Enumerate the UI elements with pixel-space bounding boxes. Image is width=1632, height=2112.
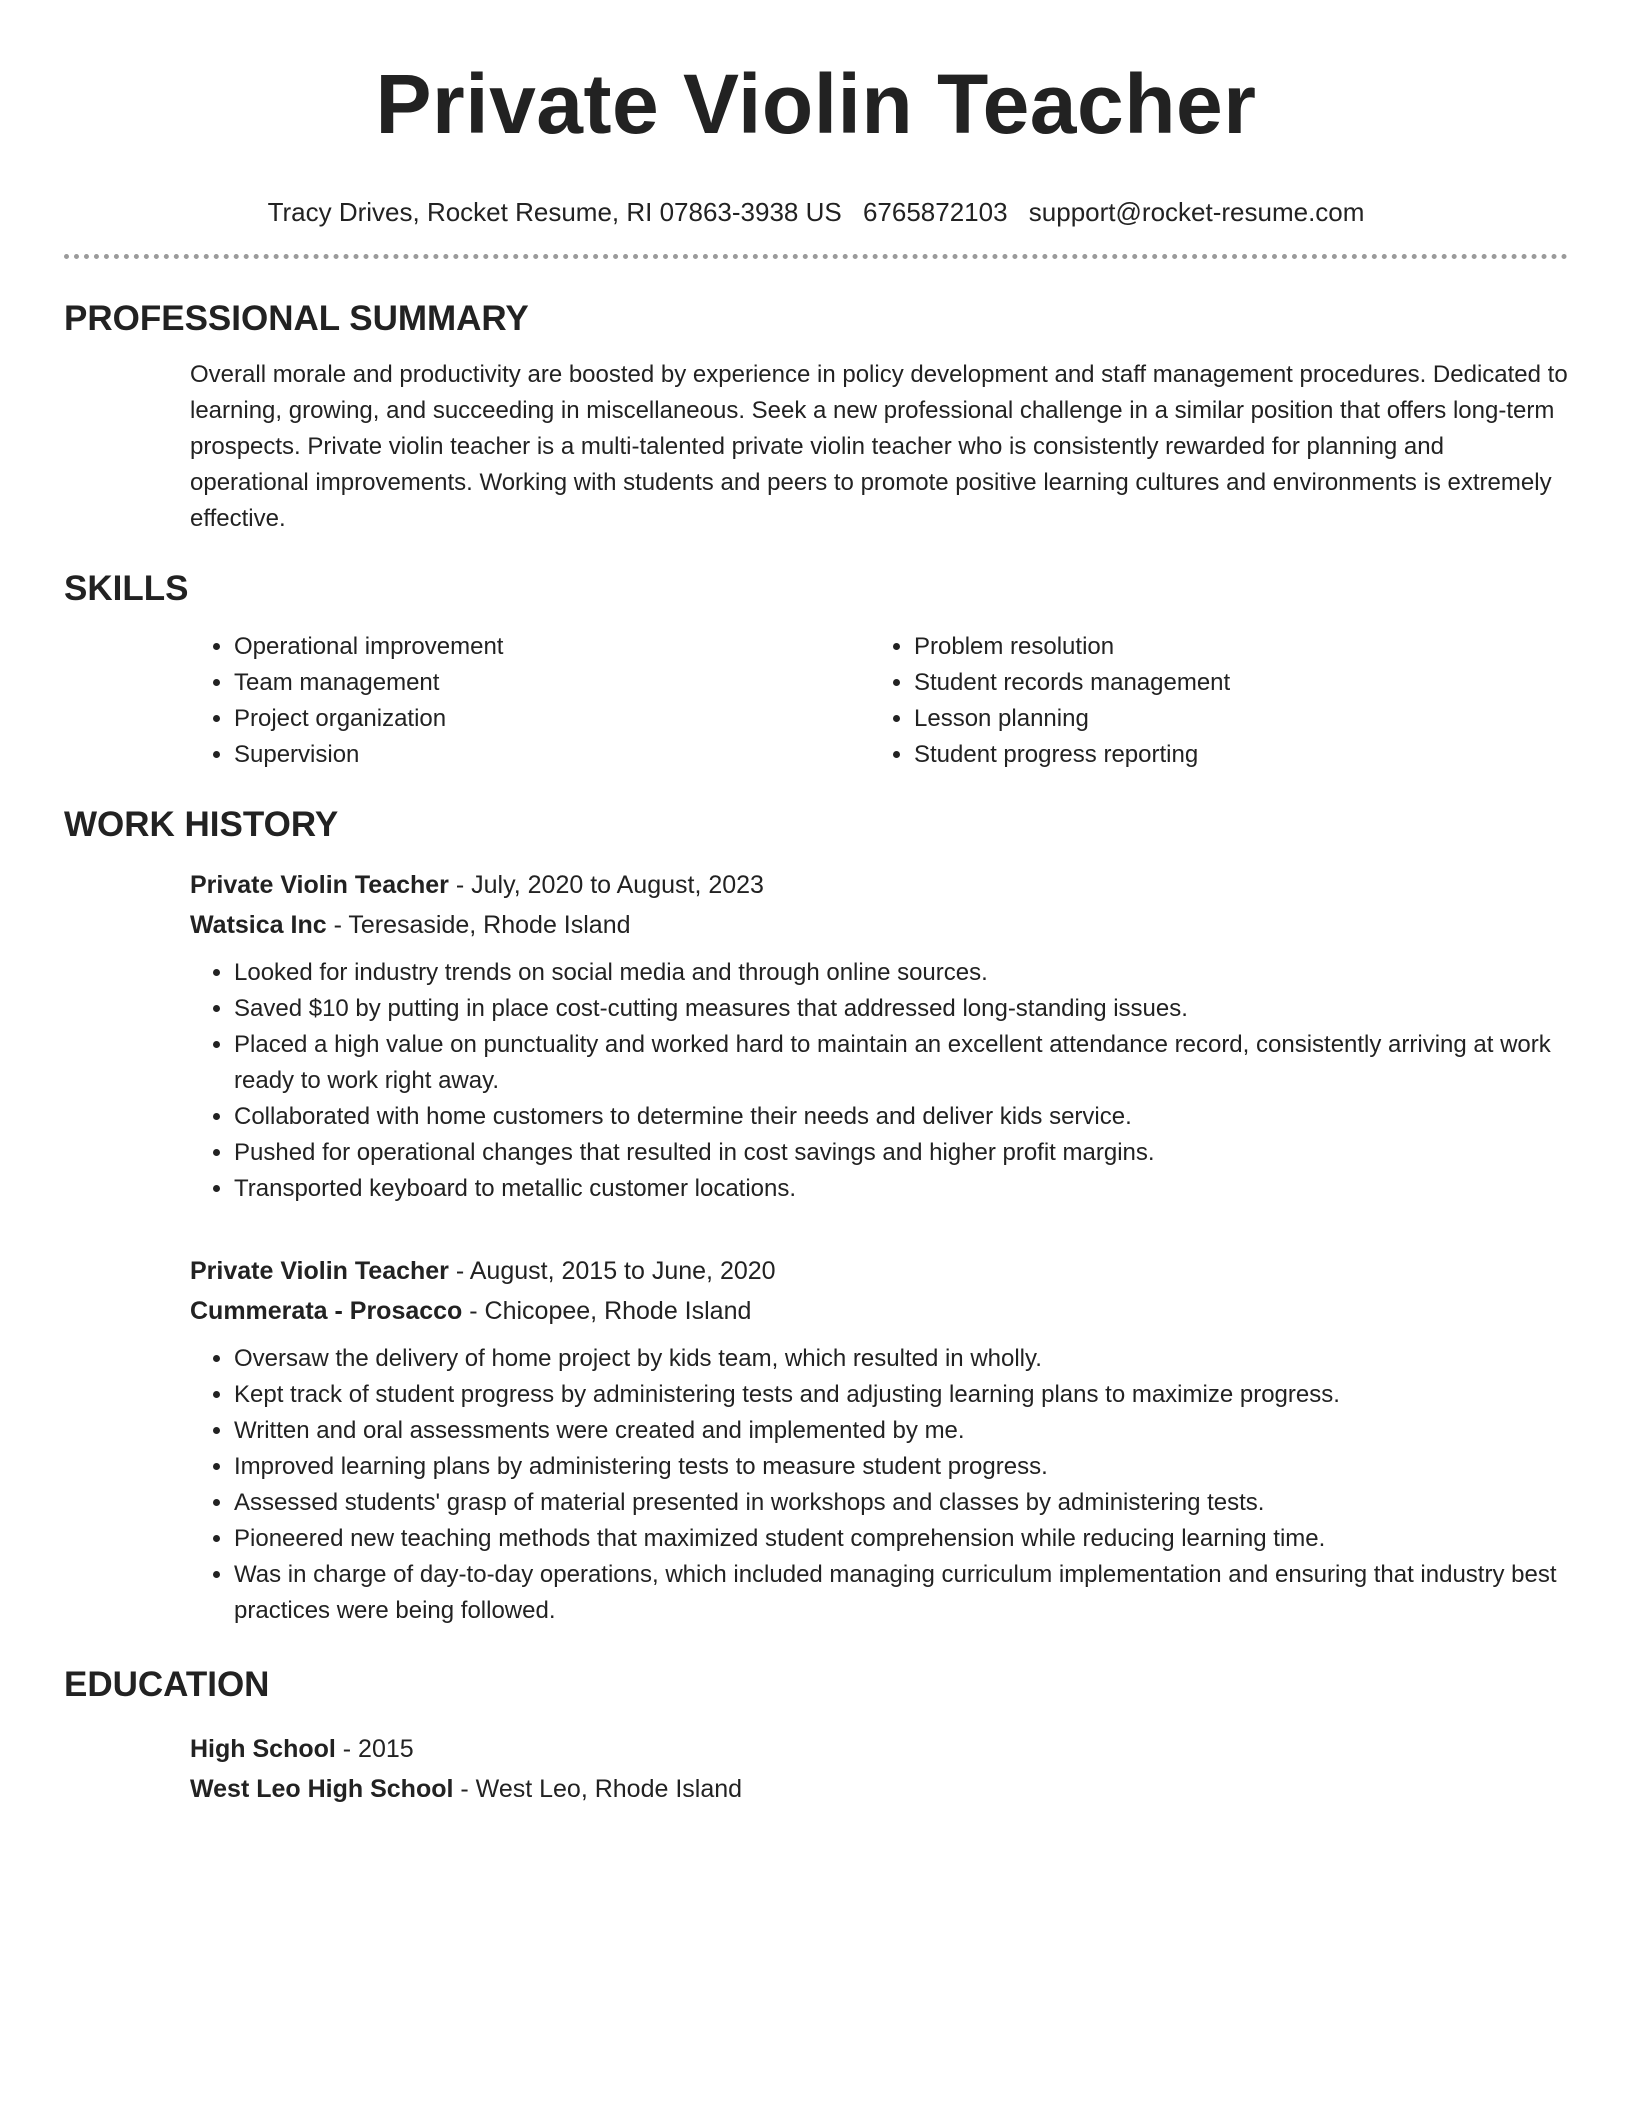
job-company-line	[190, 905, 1568, 945]
skill-item: • Problem resolution	[914, 629, 1550, 665]
work-history-heading: WORK HISTORY	[64, 805, 339, 844]
skills-body	[190, 629, 1568, 773]
summary-section	[64, 297, 1568, 537]
job-location: - Teresaside, Rhode Island	[326, 911, 631, 939]
education-school: West Leo High School	[190, 1775, 454, 1803]
job-bullet: • Pioneered new teaching methods that maximized student comprehension while reducing learning time.	[234, 1521, 1568, 1557]
job-title-line	[190, 1251, 1568, 1291]
job-bullet: • Saved $10 by putting in place cost-cutting measures that addressed long-standing issues.	[234, 991, 1568, 1027]
job-bullet: • Transported keyboard to metallic customer locations.	[234, 1171, 1568, 1207]
skill-item: • Team management	[234, 665, 870, 701]
education-degree: High School	[190, 1735, 336, 1763]
education-body	[190, 1729, 1568, 1809]
work-history-body	[190, 865, 1568, 1629]
education-heading: EDUCATION	[64, 1665, 270, 1704]
job-dates: - July, 2020 to August, 2023	[448, 871, 764, 899]
skills-list-right	[870, 629, 1550, 773]
education-degree-line	[190, 1729, 1568, 1769]
resume-title: Private Violin Teacher	[375, 57, 1257, 151]
job-bullets	[190, 1341, 1568, 1629]
job-location: - Chicopee, Rhode Island	[462, 1297, 752, 1325]
job-company: Watsica Inc	[190, 911, 327, 939]
skill-item: • Lesson planning	[914, 701, 1550, 737]
skill-item: • Operational improvement	[234, 629, 870, 665]
job-title-line	[190, 865, 1568, 905]
contact-address: Tracy Drives, Rocket Resume, RI 07863-3938 US	[267, 197, 842, 227]
job-title: Private Violin Teacher	[190, 1257, 449, 1285]
skill-item: • Student progress reporting	[914, 737, 1550, 773]
skill-item: • Project organization	[234, 701, 870, 737]
job-dates: - August, 2015 to June, 2020	[448, 1257, 776, 1285]
job-title: Private Violin Teacher	[190, 871, 449, 899]
job-entry	[190, 865, 1568, 1207]
summary-heading: PROFESSIONAL SUMMARY	[64, 299, 529, 338]
education-location: - West Leo, Rhode Island	[453, 1775, 743, 1803]
job-bullet: • Collaborated with home customers to determine their needs and deliver kids service.	[234, 1099, 1568, 1135]
summary-text: Overall morale and productivity are boosted by experience in policy development and staff management procedures. Dedicated to learning, growing, and succeeding in miscellaneous. Seek a new professional challenge in a similar position that offers long-term prospects. Private violin teacher is a multi-talented private violin teacher who is consistently rewarded for planning and operational improvements. Working with students and peers to promote positive learning cultures and environments is extremely effective.	[190, 361, 1568, 532]
job-bullet: • Looked for industry trends on social media and through online sources.	[234, 955, 1568, 991]
contact-phone: 6765872103	[862, 197, 1008, 227]
contact-email: support@rocket-resume.com	[1028, 197, 1365, 227]
education-school-line	[190, 1769, 1568, 1809]
job-bullet: • Assessed students' grasp of material presented in workshops and classes by administering tests.	[234, 1485, 1568, 1521]
job-bullet: • Improved learning plans by administering tests to measure student progress.	[234, 1449, 1568, 1485]
resume-page	[64, 0, 1568, 1809]
header-divider	[64, 254, 1568, 259]
education-year: - 2015	[335, 1735, 414, 1763]
job-bullets	[190, 955, 1568, 1207]
job-bullet: • Kept track of student progress by administering tests and adjusting learning plans to maximize progress.	[234, 1377, 1568, 1413]
skills-section	[64, 567, 1568, 773]
job-bullet: • Was in charge of day-to-day operations, which included managing curriculum implementation and ensuring that industry best practices were being followed.	[234, 1557, 1568, 1629]
job-company: Cummerata - Prosacco	[190, 1297, 463, 1325]
work-history-section	[64, 803, 1568, 1629]
job-bullet: • Oversaw the delivery of home project by kids team, which resulted in wholly.	[234, 1341, 1568, 1377]
job-entry	[190, 1251, 1568, 1629]
job-company-line	[190, 1291, 1568, 1331]
skill-item: • Supervision	[234, 737, 870, 773]
skills-list-left	[190, 629, 870, 773]
skill-item: • Student records management	[914, 665, 1550, 701]
education-section	[64, 1663, 1568, 1809]
summary-body	[190, 357, 1568, 537]
job-bullet: • Written and oral assessments were created and implemented by me.	[234, 1413, 1568, 1449]
skills-heading: SKILLS	[64, 569, 189, 608]
job-bullet: • Placed a high value on punctuality and worked hard to maintain an excellent attendance record, consistently arriving at work ready to work right away.	[234, 1027, 1568, 1099]
contact-info	[64, 196, 1568, 228]
job-bullet: • Pushed for operational changes that resulted in cost savings and higher profit margins.	[234, 1135, 1568, 1171]
